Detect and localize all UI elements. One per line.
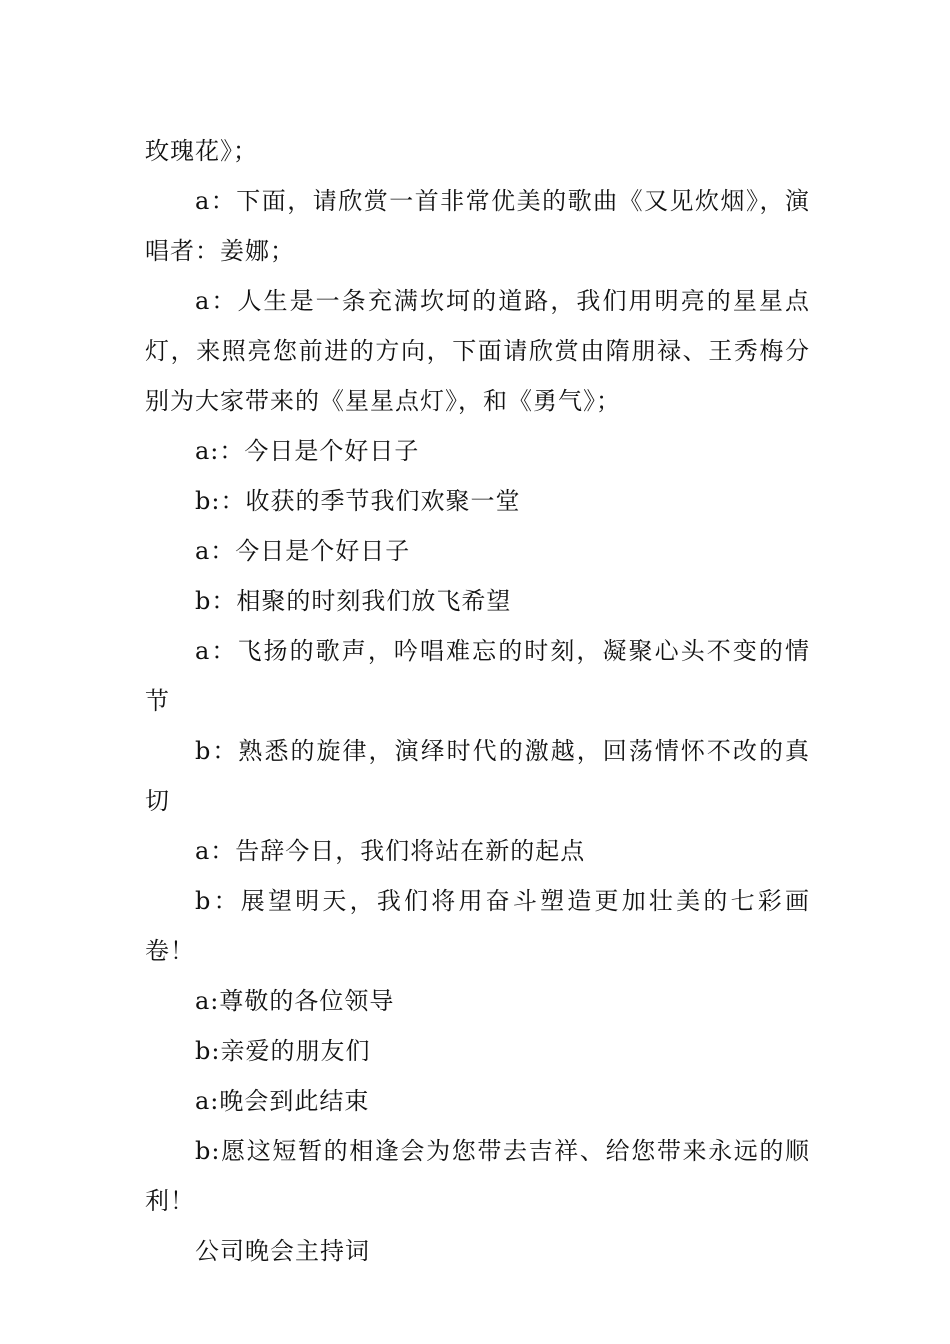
paragraph-line: a：告辞今日，我们将站在新的起点 — [195, 837, 586, 865]
paragraph-line: b:愿这短暂的相逢会为您带去吉祥、给您带来永远的顺利！ — [145, 1137, 810, 1215]
section-heading: 公司晚会主持词 — [195, 1237, 370, 1265]
paragraph-line: a：下面，请欣赏一首非常优美的歌曲《又见炊烟》，演唱者：姜娜； — [145, 187, 810, 265]
paragraph-continuation: 玫瑰花》； — [145, 137, 258, 165]
paragraph-line: b：相聚的时刻我们放飞希望 — [195, 587, 512, 615]
paragraph-line: a：人生是一条充满坎坷的道路，我们用明亮的星星点灯，来照亮您前进的方向，下面请欣赏由隋朋禄、王秀梅分别为大家带来的《星星点灯》，和《勇气》； — [145, 287, 810, 415]
document-body — [145, 126, 810, 1276]
paragraph-line: b：熟悉的旋律，演绎时代的激越，回荡情怀不改的真切 — [145, 737, 810, 815]
paragraph-line: b:：收获的季节我们欢聚一堂 — [195, 487, 521, 515]
paragraph-line: a：今日是个好日子 — [195, 537, 411, 565]
paragraph-line: a：飞扬的歌声，吟唱难忘的时刻，凝聚心头不变的情节 — [145, 637, 810, 715]
paragraph-line: b：展望明天，我们将用奋斗塑造更加壮美的七彩画卷！ — [145, 887, 810, 965]
paragraph-line: a:尊敬的各位领导 — [195, 987, 395, 1015]
paragraph-line: a:晚会到此结束 — [195, 1087, 370, 1115]
paragraph-line: a:：今日是个好日子 — [195, 437, 420, 465]
paragraph-line: b:亲爱的朋友们 — [195, 1037, 371, 1065]
